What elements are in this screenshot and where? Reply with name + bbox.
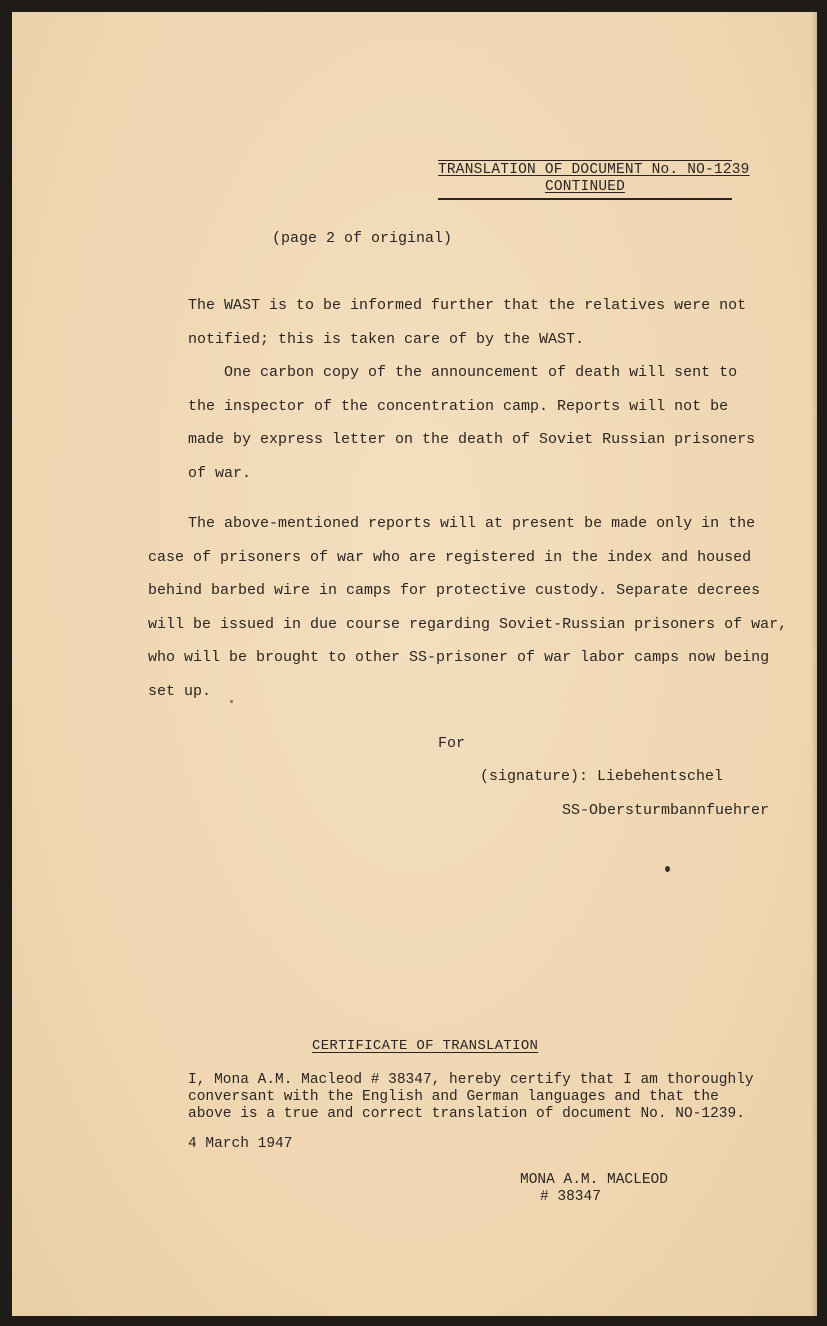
paragraph-1: [188, 289, 746, 356]
paragraph-line: set up.: [148, 682, 212, 700]
document-header: [438, 160, 750, 200]
signature-line: (signature): Liebehentschel: [480, 768, 724, 785]
paragraph-line: the inspector of the concentration camp. Reports will not be: [188, 397, 729, 415]
ink-speck: [230, 700, 233, 703]
paragraph-3: [148, 507, 787, 708]
certificate-title: CERTIFICATE OF TRANSLATION: [312, 1038, 539, 1054]
certificate-line: above is a true and correct translation of document No. NO-1239.: [188, 1106, 745, 1122]
paragraph-line: who will be brought to other SS-prisoner of war labor camps now being: [148, 649, 770, 666]
certificate-line: I, Mona A.M. Macleod # 38347, hereby certify that I am thoroughly: [188, 1072, 754, 1088]
signature-rank: SS-Obersturmbannfuehrer: [562, 802, 770, 819]
header-top-rule: [438, 160, 732, 161]
paragraph-line: behind barbed wire in camps for protective custody. Separate decrees: [148, 582, 761, 599]
paragraph-line: One carbon copy of the announcement of death will sent to: [188, 364, 738, 381]
paragraph-2: [188, 356, 755, 490]
translator-block: [520, 1172, 668, 1206]
document-page: [12, 12, 817, 1316]
page-reference: (page 2 of original): [272, 230, 453, 247]
paragraph-line: The above-mentioned reports will at present be made only in the: [188, 515, 756, 532]
signature-for-label: For: [438, 735, 466, 752]
paragraph-line: of war.: [188, 464, 252, 482]
paragraph-line: notified; this is taken care of by the WAST.: [188, 330, 585, 348]
paragraph-line: made by express letter on the death of Soviet Russian prisoners: [188, 431, 756, 448]
certificate-body: [188, 1072, 754, 1123]
header-bottom-rule: [438, 198, 732, 200]
paragraph-line: case of prisoners of war who are registered in the index and housed: [148, 548, 752, 566]
certificate-line: conversant with the English and German languages and that the: [188, 1089, 719, 1105]
translator-number: # 38347: [540, 1189, 601, 1205]
page-edge-shadow: [811, 12, 817, 1316]
paragraph-line: The WAST is to be informed further that the relatives were not: [188, 297, 747, 314]
header-title: TRANSLATION OF DOCUMENT No. NO-1239: [438, 162, 750, 178]
certificate-date: 4 March 1947: [188, 1136, 293, 1152]
paragraph-line: will be issued in due course regarding Soviet-Russian prisoners of war,: [148, 615, 788, 633]
header-continued: CONTINUED: [544, 179, 626, 195]
ink-speck: [665, 866, 670, 872]
translator-name: MONA A.M. MACLEOD: [520, 1172, 668, 1188]
